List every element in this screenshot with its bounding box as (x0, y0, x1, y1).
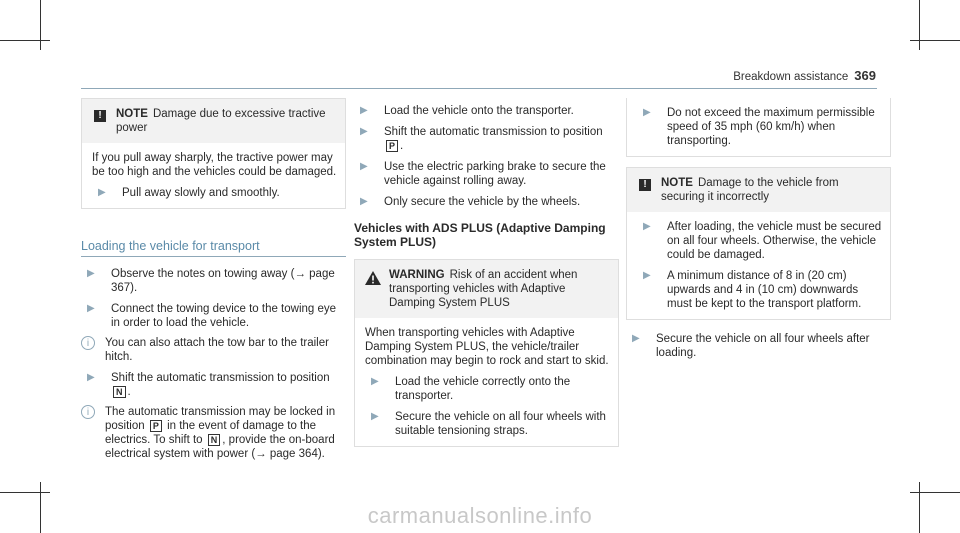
arrow-step-icon: ▶ (371, 411, 379, 422)
arrow-step-icon: ▶ (87, 303, 95, 314)
section-title: Loading the vehicle for transport (81, 239, 346, 257)
arrow-step-icon: ▶ (643, 107, 651, 118)
page-header (733, 69, 876, 84)
step-text: Observe the notes on towing away (→ page 367). (111, 268, 335, 294)
warning-continued-body (627, 98, 890, 156)
list-item (81, 302, 346, 330)
warning-triangle-icon (365, 271, 381, 285)
info-text-part: , provide the on-board electrical system with power (→ page 364). (105, 434, 335, 460)
note-label: NOTE (661, 177, 693, 189)
header-rule (81, 88, 877, 89)
warning-body (355, 318, 618, 446)
warning-box (354, 259, 619, 447)
list-item (365, 375, 610, 403)
page-number: 369 (854, 68, 876, 83)
list-item (81, 267, 346, 295)
note-text: If you pull away sharply, the tractive power may be too high and the vehicles could be damaged. (92, 152, 337, 178)
step-text-part: Shift the automatic transmission to position (111, 372, 330, 384)
list-item (365, 410, 610, 438)
list-item (354, 125, 619, 153)
note-icon: ! (94, 110, 106, 122)
step-text: Only secure the vehicle by the wheels. (384, 196, 581, 208)
arrow-step-icon: ▶ (643, 270, 651, 281)
step-text-part: Shift the automatic transmission to position (384, 126, 603, 138)
crop-mark (40, 482, 41, 533)
crop-mark (40, 0, 41, 50)
arrow-step-icon: ▶ (360, 126, 368, 137)
list-item (354, 160, 619, 188)
gear-key-n: N (208, 434, 221, 446)
gear-key-p: P (150, 420, 162, 432)
arrow-step-icon: ▶ (643, 221, 651, 232)
gear-key-n: N (113, 386, 126, 398)
arrow-step-icon: ▶ (632, 333, 640, 344)
step-text: Connect the towing device to the towing eye in order to load the vehicle. (111, 303, 337, 329)
info-text (105, 405, 346, 461)
warning-text: When transporting vehicles with Adaptive Damping System PLUS, the vehicle/trailer combination may begin to rock and start to skid. (365, 327, 609, 367)
info-icon: i (81, 405, 95, 419)
note-icon: ! (639, 179, 651, 191)
note-header (82, 99, 345, 143)
step-text: Shift the automatic transmission to position N . (111, 372, 330, 398)
crop-mark (919, 482, 920, 533)
step-text: After loading, the vehicle must be secured on all four wheels. Otherwise, the vehicle could be damaged. (667, 221, 882, 261)
column-1 (81, 98, 346, 461)
arrow-step-icon: ▶ (360, 161, 368, 172)
info-icon: i (81, 336, 95, 350)
list-item (354, 104, 619, 118)
list-item (354, 195, 619, 209)
step-text: Use the electric parking brake to secure the vehicle against rolling away. (384, 161, 606, 187)
crop-mark (910, 492, 960, 493)
note-title: Damage to the vehicle from securing it incorrectly (661, 177, 839, 203)
arrow-step-icon: ▶ (87, 268, 95, 279)
info-item (81, 405, 346, 461)
crop-mark (919, 0, 920, 50)
step-text: Load the vehicle onto the transporter. (384, 105, 574, 117)
step-text: Do not exceed the maximum permissible speed of 35 mph (60 km/h) when transporting. (667, 107, 875, 147)
note-box (81, 98, 346, 209)
subsection-heading: Vehicles with ADS PLUS (Adaptive Damping System PLUS) (354, 221, 606, 249)
note-box (626, 167, 891, 320)
warning-continued-box (626, 98, 891, 157)
arrow-step-icon: ▶ (360, 196, 368, 207)
step-text: A minimum distance of 8 in (20 cm) upwards and 4 in (10 cm) downwards must be kept to the transport platform. (667, 270, 862, 310)
arrow-step-icon: ▶ (360, 105, 368, 116)
list-item (81, 371, 346, 399)
note-body (627, 212, 890, 319)
note-title: Damage due to excessive tractive power (116, 108, 326, 134)
arrow-step-icon: ▶ (98, 187, 106, 198)
crop-mark (910, 40, 960, 41)
info-text-part: The automatic transmission may be locked in position (105, 406, 336, 432)
arrow-step-icon: ▶ (371, 376, 379, 387)
warning-label: WARNING (389, 269, 445, 281)
crop-mark (0, 492, 50, 493)
column-3 (626, 98, 891, 360)
info-text: You can also attach the tow bar to the trailer hitch. (105, 337, 329, 363)
warning-title: Risk of an accident when transporting vehicles with Adaptive Damping System PLUS (389, 269, 578, 309)
crop-mark (0, 40, 50, 41)
watermark: carmanualsonline.info (367, 503, 593, 528)
list-item (637, 106, 882, 148)
arrow-step-icon: ▶ (87, 372, 95, 383)
note-label: NOTE (116, 108, 148, 120)
note-header (627, 168, 890, 212)
gear-key-p: P (386, 140, 398, 152)
list-item (637, 220, 882, 262)
info-text-part: in the event of damage to the electrics. To shift to (105, 420, 317, 446)
warning-header (355, 260, 618, 318)
step-text: Secure the vehicle on all four wheels with suitable tensioning straps. (395, 411, 606, 437)
step-text: Secure the vehicle on all four wheels after loading. (656, 333, 870, 359)
step-text: Shift the automatic transmission to position P . (384, 126, 603, 152)
list-item (626, 332, 891, 360)
header-section: Breakdown assistance (733, 71, 849, 83)
step-text: Pull away slowly and smoothly. (122, 187, 280, 199)
step-text: Load the vehicle correctly onto the transporter. (395, 376, 571, 402)
info-item (81, 336, 346, 364)
list-item (637, 269, 882, 311)
note-body (82, 143, 345, 208)
column-2 (354, 98, 619, 447)
note-step (92, 186, 337, 200)
